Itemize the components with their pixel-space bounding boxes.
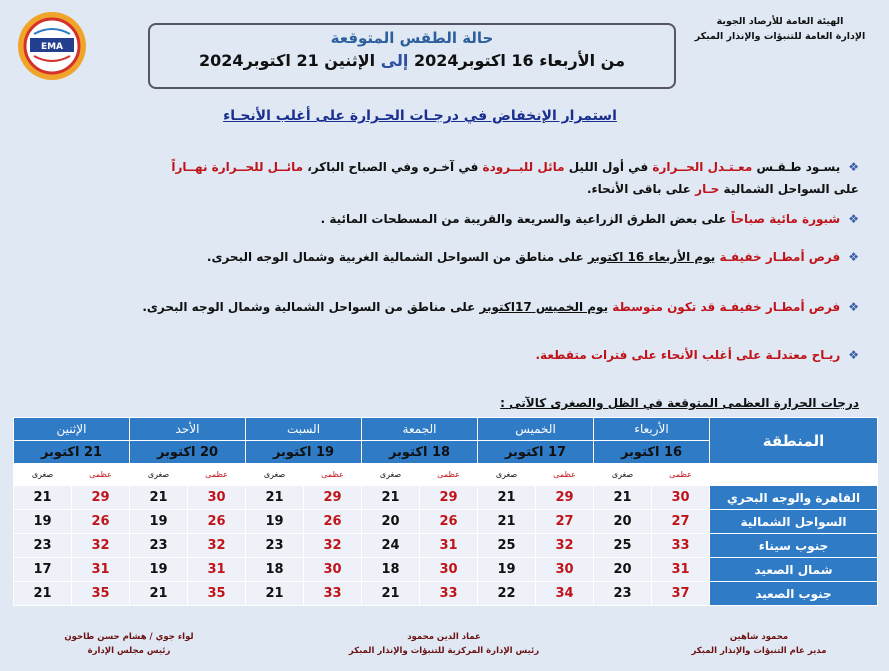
max-temp-cell: 30 <box>652 486 710 510</box>
min-temp-cell: 21 <box>362 486 420 510</box>
max-temp-cell: 26 <box>72 510 130 534</box>
signature-chairman: لواء جوي / هشام حسن طاحون رئيس مجلس الإدارة <box>64 632 194 656</box>
diamond-bullet-icon: ❖ <box>848 348 859 362</box>
min-temp-cell: 21 <box>478 510 536 534</box>
min-temp-cell: 21 <box>478 486 536 510</box>
min-temp-cell: 23 <box>14 534 72 558</box>
max-temp-cell: 35 <box>188 582 246 606</box>
min-subheader: صغرى <box>14 464 72 486</box>
region-name: جنوب سيناء <box>710 534 878 558</box>
max-subheader: عظمى <box>536 464 594 486</box>
min-temp-cell: 21 <box>594 486 652 510</box>
min-temp-cell: 18 <box>246 558 304 582</box>
bullet-rain-thursday: ❖فرص أمطـار خفيفـة قد تكون متوسطة يوم الخميس 17اكتوبر على مناطق من السواحل الشمالية وشمال الوجه البحرى. <box>142 300 859 314</box>
max-temp-cell: 26 <box>188 510 246 534</box>
max-temp-cell: 32 <box>536 534 594 558</box>
max-temp-cell: 30 <box>420 558 478 582</box>
forecast-title: حالة الطقس المتوقعة <box>330 29 494 47</box>
diamond-bullet-icon: ❖ <box>848 300 859 314</box>
max-temp-cell: 33 <box>304 582 362 606</box>
diamond-bullet-icon: ❖ <box>848 250 859 264</box>
day-date-header: 18 اكتوبر <box>362 441 478 464</box>
headline: استمرار الإنخفاض في درجـات الحـرارة على أغلب الأنحـاء <box>223 108 617 124</box>
diamond-bullet-icon: ❖ <box>848 212 859 226</box>
min-temp-cell: 23 <box>130 534 188 558</box>
max-temp-cell: 26 <box>420 510 478 534</box>
max-subheader: عظمى <box>304 464 362 486</box>
min-temp-cell: 25 <box>594 534 652 558</box>
max-temp-cell: 31 <box>652 558 710 582</box>
min-temp-cell: 20 <box>362 510 420 534</box>
min-temp-cell: 19 <box>246 510 304 534</box>
min-temp-cell: 21 <box>130 582 188 606</box>
bullet-wind: ❖ريـاح معتدلـة على أغلب الأنحاء على فترات متقطعة. <box>535 348 859 362</box>
max-temp-cell: 33 <box>420 582 478 606</box>
min-temp-cell: 24 <box>362 534 420 558</box>
max-temp-cell: 29 <box>420 486 478 510</box>
min-subheader: صغرى <box>130 464 188 486</box>
region-name: شمال الصعيد <box>710 558 878 582</box>
min-temp-cell: 18 <box>362 558 420 582</box>
day-date-header: 17 اكتوبر <box>478 441 594 464</box>
max-temp-cell: 31 <box>72 558 130 582</box>
table-row <box>14 486 878 510</box>
min-subheader: صغرى <box>362 464 420 486</box>
organization-header <box>685 14 875 44</box>
max-subheader: عظمى <box>188 464 246 486</box>
bullet-fog: ❖شبورة مائية صباحاً على بعض الطرق الزراعية والسريعة والقريبة من المسطحات المائية . <box>320 212 859 226</box>
min-temp-cell: 19 <box>130 558 188 582</box>
org-name: الهيئة العامة للأرصاد الجوية <box>716 16 844 27</box>
signature-general-manager: محمود شاهين مدير عام التنبؤات والإنذار المبكر <box>691 632 827 656</box>
min-temp-cell: 17 <box>14 558 72 582</box>
max-temp-cell: 27 <box>536 510 594 534</box>
day-date-header: 20 اكتوبر <box>130 441 246 464</box>
day-name-header: الأحد <box>130 418 246 441</box>
min-subheader: صغرى <box>246 464 304 486</box>
max-temp-cell: 27 <box>652 510 710 534</box>
region-column-header: المنطقة <box>710 418 878 464</box>
signature-central-director: عماد الدين محمود رئيس الإدارة المركزية للتنبؤات والإنذار المبكر <box>348 632 540 656</box>
min-temp-cell: 21 <box>130 486 188 510</box>
max-temp-cell: 33 <box>652 534 710 558</box>
min-temp-cell: 21 <box>14 486 72 510</box>
min-temp-cell: 19 <box>130 510 188 534</box>
table-row <box>14 558 878 582</box>
day-name-header: الخميس <box>478 418 594 441</box>
min-temp-cell: 22 <box>478 582 536 606</box>
min-temp-cell: 21 <box>14 582 72 606</box>
table-row <box>14 510 878 534</box>
min-temp-cell: 21 <box>246 486 304 510</box>
max-temp-cell: 34 <box>536 582 594 606</box>
max-temp-cell: 32 <box>188 534 246 558</box>
temperatures-heading: درجات الحرارة العظمى المتوقعة في الظل والصغرى كالآتى : <box>500 396 859 410</box>
day-date-header: 21 اكتوبر <box>14 441 130 464</box>
max-temp-cell: 30 <box>304 558 362 582</box>
day-name-header: السبت <box>246 418 362 441</box>
max-temp-cell: 31 <box>188 558 246 582</box>
max-temp-cell: 29 <box>72 486 130 510</box>
bullet-weather: ❖يسـود طـقـس معـتـدل الحــرارة في أول الليل مائل للبــرودة في آخـره وفي الصباح الباكر، مائــل للحــرارة نهــاراً على السواحل الشمالية حـار على باقى الأنحاء. <box>171 160 859 196</box>
day-date-header: 19 اكتوبر <box>246 441 362 464</box>
max-temp-cell: 30 <box>188 486 246 510</box>
min-temp-cell: 21 <box>246 582 304 606</box>
min-subheader: صغرى <box>594 464 652 486</box>
max-temp-cell: 32 <box>72 534 130 558</box>
bullet-rain-wednesday: ❖فرص أمطـار خفيفـة يوم الأربعاء 16 اكتوبر على مناطق من السواحل الشمالية الغربية وشمال الوجه البحرى. <box>206 250 859 264</box>
org-department: الإدارة العامة للتنبؤات والإنذار المبكر <box>694 31 866 42</box>
min-temp-cell: 20 <box>594 510 652 534</box>
max-temp-cell: 37 <box>652 582 710 606</box>
table-row <box>14 534 878 558</box>
period-to-word: إلى <box>380 51 409 70</box>
region-name: جنوب الصعيد <box>710 582 878 606</box>
min-subheader: صغرى <box>478 464 536 486</box>
period-to: الإثنين 21 اكتوبر2024 <box>199 51 376 70</box>
forecast-period <box>150 51 674 70</box>
day-name-header: الجمعة <box>362 418 478 441</box>
min-temp-cell: 20 <box>594 558 652 582</box>
region-name: السواحل الشمالية <box>710 510 878 534</box>
temperature-table <box>13 417 878 606</box>
max-temp-cell: 29 <box>304 486 362 510</box>
table-row <box>14 582 878 606</box>
max-temp-cell: 35 <box>72 582 130 606</box>
svg-text:EMA: EMA <box>40 42 64 52</box>
min-temp-cell: 25 <box>478 534 536 558</box>
min-temp-cell: 19 <box>14 510 72 534</box>
max-subheader: عظمى <box>652 464 710 486</box>
title-box <box>148 23 676 89</box>
diamond-bullet-icon: ❖ <box>848 160 859 174</box>
day-date-header: 16 اكتوبر <box>594 441 710 464</box>
max-temp-cell: 32 <box>304 534 362 558</box>
max-temp-cell: 29 <box>536 486 594 510</box>
min-temp-cell: 23 <box>594 582 652 606</box>
day-name-header: الأربعاء <box>594 418 710 441</box>
period-from: من الأربعاء 16 اكتوبر2024 <box>414 51 625 70</box>
region-name: القاهرة والوجه البحري <box>710 486 878 510</box>
region-subheader-blank <box>710 464 878 486</box>
min-temp-cell: 19 <box>478 558 536 582</box>
max-subheader: عظمى <box>72 464 130 486</box>
day-name-header: الإثنين <box>14 418 130 441</box>
max-temp-cell: 31 <box>420 534 478 558</box>
min-temp-cell: 21 <box>362 582 420 606</box>
min-temp-cell: 23 <box>246 534 304 558</box>
ema-logo <box>14 8 90 84</box>
max-subheader: عظمى <box>420 464 478 486</box>
max-temp-cell: 26 <box>304 510 362 534</box>
max-temp-cell: 30 <box>536 558 594 582</box>
